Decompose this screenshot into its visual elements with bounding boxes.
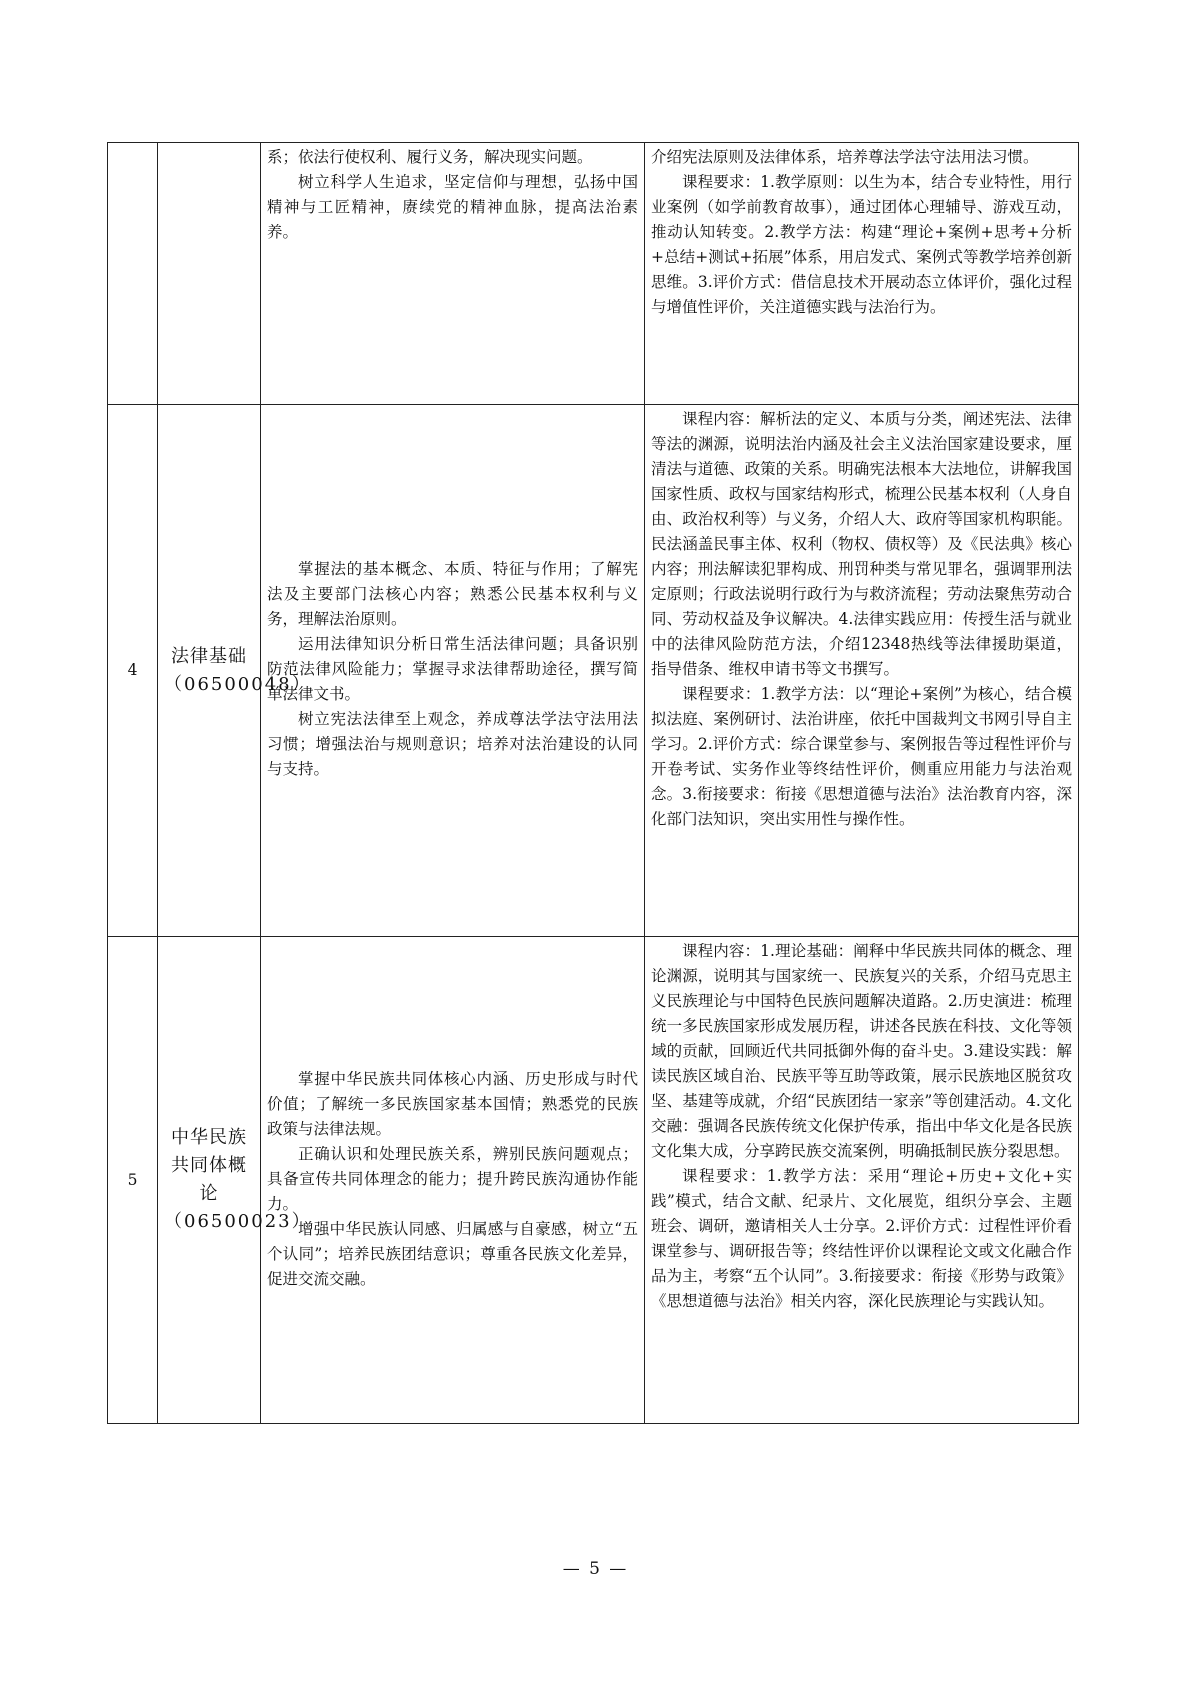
course-goals <box>261 143 645 405</box>
goal-text: 树立科学人生追求，坚定信仰与理想，弘扬中国精神与工匠精神，赓续党的精神血脉，提高法治素养。 <box>267 173 638 241</box>
content-text: 课程内容：解析法的定义、本质与分类，阐述宪法、法律等法的渊源，说明法治内涵及社会主义法治国家建设要求，厘清法与道德、政策的关系。明确宪法根本大法地位，讲解我国国家性质、政权与国家结构形式，梳理公民基本权利（人身自由、政治权利等）与义务，介绍人大、政府等国家机构职能。民法涵盖民事主体、权利（物权、债权等）及《民法典》核心内容；刑法解读犯罪构成、刑罚种类与常见罪名，强调罪刑法定原则；行政法说明行政行为与救济流程；劳动法聚焦劳动合同、劳动权益及争议解决。4.法律实践应用：传授生活与就业中的法律风险防范方法，介绍12348热线等法律援助渠道，指导借条、维权申请书等文书撰写。 <box>651 410 1072 678</box>
course-goals <box>261 937 645 1424</box>
goal-text: 掌握中华民族共同体核心内涵、历史形成与时代价值；了解统一多民族国家基本国情；熟悉党的民族政策与法律法规。 <box>267 1069 638 1138</box>
course-code: （06500048） <box>164 673 312 695</box>
course-name: 法律基础 <box>171 645 247 667</box>
row-number <box>108 143 158 405</box>
table-row <box>108 143 1079 405</box>
row-number: 5 <box>108 937 158 1424</box>
table-row <box>108 937 1079 1424</box>
content-text: 课程要求：1.教学方法：以“理论+案例”为核心，结合模拟法庭、案例研讨、法治讲座，依托中国裁判文书网引导自主学习。2.评价方式：综合课堂参与、案例报告等过程性评价与开卷考试、实务作业等终结性评价，侧重应用能力与法治观念。3.衔接要求：衔接《思想道德与法治》法治教育内容，深化部门法知识，突出实用性与操作性。 <box>651 685 1072 828</box>
course-code: （06500023） <box>164 1211 312 1232</box>
page-number: — 5 — <box>562 1559 629 1579</box>
course-content <box>645 143 1079 405</box>
course-goals <box>261 405 645 937</box>
content-text: 课程要求：1.教学方法：采用“理论+历史+文化+实践”模式，结合文献、纪录片、文化展览，组织分享会、主题班会、调研，邀请相关人士分享。2.评价方式：过程性评价看课堂参与、调研报告等；终结性评价以课程论文或文化融合作品为主，考察“五个认同”。3.衔接要求：衔接《形势与政策》《思想道德与法治》相关内容，深化民族理论与实践认知。 <box>651 1167 1072 1310</box>
goal-text: 运用法律知识分析日常生活法律问题；具备识别防范法律风险能力；掌握寻求法律帮助途径，撰写简单法律文书。 <box>267 635 638 703</box>
course-content <box>645 405 1079 937</box>
course-table <box>107 142 1079 1424</box>
course-name-cell <box>158 937 312 1424</box>
content-text: 介绍宪法原则及法律体系，培养尊法学法守法用法习惯。 <box>651 148 1039 166</box>
content-text: 课程要求：1.教学原则：以生为本，结合专业特性，用行业案例（如学前教育故事），通过团体心理辅导、游戏互动，推动认知转变。2.教学方法：构建“理论+案例+思考+分析+总结+测试+拓展”体系，用启发式、案例式等教学培养创新思维。3.评价方式：借信息技术开展动态立体评价，强化过程与增值性评价，关注道德实践与法治行为。 <box>651 173 1072 316</box>
course-name: 中华民族共同体概论 <box>171 1127 247 1204</box>
goal-text: 系；依法行使权利、履行义务，解决现实问题。 <box>267 148 593 166</box>
course-content <box>645 937 1079 1424</box>
table-row <box>108 405 1079 937</box>
course-name-cell <box>158 405 312 937</box>
course-name-cell <box>158 143 261 405</box>
goal-text: 掌握法的基本概念、本质、特征与作用；了解宪法及主要部门法核心内容；熟悉公民基本权利与义务，理解法治原则。 <box>267 560 638 628</box>
goal-text: 树立宪法法律至上观念，养成尊法学法守法用法习惯；增强法治与规则意识；培养对法治建设的认同与支持。 <box>267 710 638 778</box>
goal-text: 增强中华民族认同感、归属感与自豪感，树立“五个认同”；培养民族团结意识；尊重各民族文化差异，促进交流交融。 <box>267 1219 638 1288</box>
goal-text: 正确认识和处理民族关系，辨别民族问题观点；具备宣传共同体理念的能力；提升跨民族沟通协作能力。 <box>267 1144 638 1213</box>
content-text: 课程内容：1.理论基础：阐释中华民族共同体的概念、理论渊源，说明其与国家统一、民族复兴的关系，介绍马克思主义民族理论与中国特色民族问题解决道路。2.历史演进：梳理统一多民族国家形成发展历程，讲述各民族在科技、文化等领域的贡献，回顾近代共同抵御外侮的奋斗史。3.建设实践：解读民族区域自治、民族平等互助等政策，展示民族地区脱贫攻坚、基建等成就，介绍“民族团结一家亲”等创建活动。4.文化交融：强调各民族传统文化保护传承，指出中华文化是各民族文化集大成，分享跨民族交流案例，明确抵制民族分裂思想。 <box>651 942 1072 1160</box>
row-number: 4 <box>108 405 158 937</box>
